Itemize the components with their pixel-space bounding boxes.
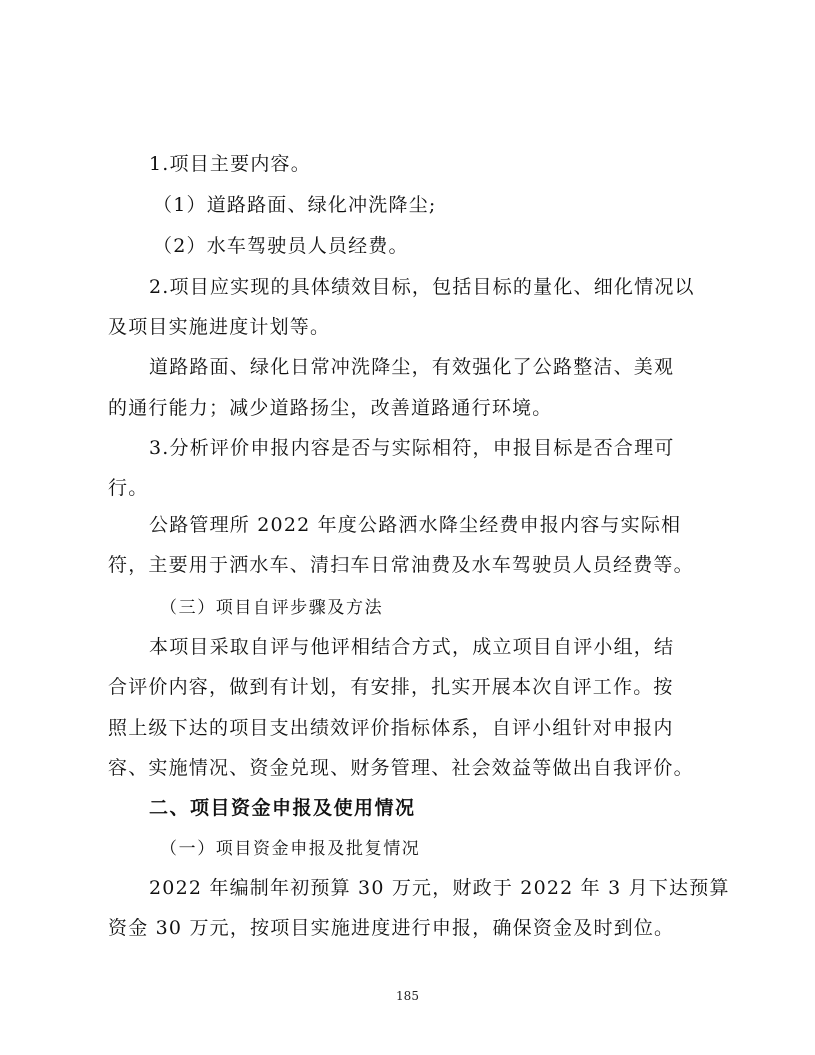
paragraph-line: 3.分析评价申报内容是否与实际相符，申报目标是否合理可 — [149, 437, 675, 459]
paragraph-line: （2）水车驾驶员人员经费。 — [153, 235, 409, 257]
paragraph-line: 照上级下达的项目支出绩效评价指标体系，自评小组针对申报内 — [108, 717, 674, 739]
section-subheading: （一）项目资金申报及批复情况 — [160, 839, 421, 859]
paragraph-line: 本项目采取自评与他评相结合方式，成立项目自评小组，结 — [149, 636, 675, 658]
paragraph-line: 的通行能力；减少道路扬尘，改善道路通行环境。 — [108, 397, 553, 419]
paragraph-line: 行。 — [108, 477, 149, 499]
paragraph-line: 2.项目应实现的具体绩效目标，包括目标的量化、细化情况以 — [149, 276, 695, 298]
paragraph-line: 1.项目主要内容。 — [149, 153, 311, 175]
paragraph-line: 资金 30 万元，按项目实施进度进行申报，确保资金及时到位。 — [108, 917, 675, 939]
paragraph-line: 及项目实施进度计划等。 — [108, 316, 331, 338]
section-subheading: （三）项目自评步骤及方法 — [160, 598, 384, 618]
paragraph-line: 合评价内容，做到有计划，有安排，扎实开展本次自评工作。按 — [108, 676, 674, 698]
paragraph-line: 2022 年编制年初预算 30 万元，财政于 2022 年 3 月下达预算 — [149, 877, 730, 899]
paragraph-line: 公路管理所 2022 年度公路洒水降尘经费申报内容与实际相 — [149, 514, 682, 536]
paragraph-line: 符，主要用于洒水车、清扫车日常油费及水车驾驶员人员经费等。 — [108, 554, 694, 576]
paragraph-line: 容、实施情况、资金兑现、财务管理、社会效益等做出自我评价。 — [108, 757, 694, 779]
paragraph-line: 道路路面、绿化日常冲洗降尘，有效强化了公路整洁、美观 — [149, 356, 675, 378]
page-number: 185 — [396, 989, 419, 1003]
section-heading: 二、项目资金申报及使用情况 — [149, 797, 416, 819]
paragraph-line: （1）道路路面、绿化冲洗降尘; — [153, 194, 437, 216]
